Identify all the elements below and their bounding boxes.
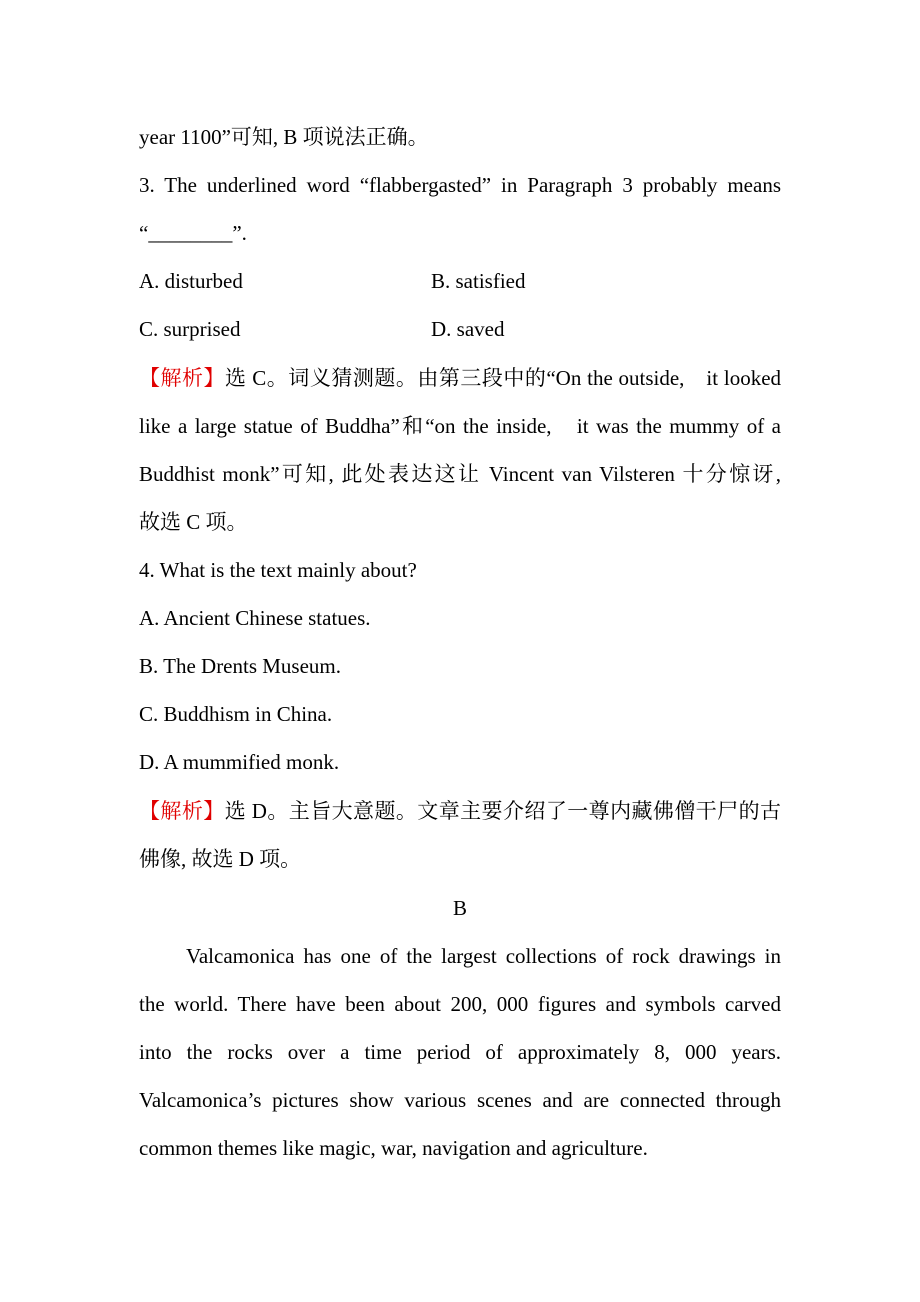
option-a: A. disturbed [139, 269, 243, 293]
analysis-q3-text: C。词义猜测题。由第三段中的“On the outside, it looked [252, 366, 782, 390]
analysis-q3-line-1 [139, 363, 781, 393]
option-c: C. surprised [139, 317, 241, 341]
analysis-tag: 【解析】 [139, 799, 225, 823]
passage-line-1: Valcamonica has one of the largest collections of rock drawings in [186, 944, 781, 968]
analysis-q3-line-3: Buddhist monk”可知, 此处表达这让 Vincent van Vilsteren 十分惊讶, [139, 462, 781, 486]
analysis-q4-text: D。主旨大意题。文章主要介绍了一尊内藏佛僧干尸的古 [251, 799, 782, 823]
document-page [139, 0, 781, 1302]
passage-line-4: Valcamonica’s pictures show various scenes and are connected through [139, 1088, 781, 1112]
passage-line-2: the world. There have been about 200, 000 figures and symbols carved [139, 992, 781, 1016]
question-4-option-d: D. A mummified monk. [139, 750, 340, 774]
analysis-q3-line-4: 故选 C 项。 [139, 510, 248, 534]
choose-word: 选 [225, 366, 253, 390]
analysis-q4-line-1 [139, 796, 781, 826]
question-4-option-c: C. Buddhism in China. [139, 702, 333, 726]
question-3-options-row-2 [139, 314, 781, 344]
option-b: B. satisfied [431, 269, 526, 293]
question-4-option-b: B. The Drents Museum. [139, 654, 342, 678]
question-4-stem: 4. What is the text mainly about? [139, 558, 417, 582]
passage-line-5: common themes like magic, war, navigation and agriculture. [139, 1136, 648, 1160]
question-4-option-a: A. Ancient Chinese statues. [139, 606, 371, 630]
analysis-q4-line-2: 佛像, 故选 D 项。 [139, 847, 302, 871]
question-3-options-row-1 [139, 266, 781, 296]
analysis-q3-line-2: like a large statue of Buddha”和“on the inside, it was the mummy of a [139, 414, 781, 438]
answer-continuation-line: year 1100”可知, B 项说法正确。 [139, 125, 429, 149]
question-3-stem: 3. The underlined word “flabbergasted” in Paragraph 3 probably means [139, 173, 781, 197]
section-heading: B [452, 896, 467, 920]
passage-line-3: into the rocks over a time period of approximately 8, 000 years. [139, 1040, 781, 1064]
choose-word: 选 [224, 799, 252, 823]
analysis-tag: 【解析】 [139, 366, 226, 390]
option-d: D. saved [431, 317, 505, 341]
question-3-blank: “________”. [139, 221, 247, 245]
